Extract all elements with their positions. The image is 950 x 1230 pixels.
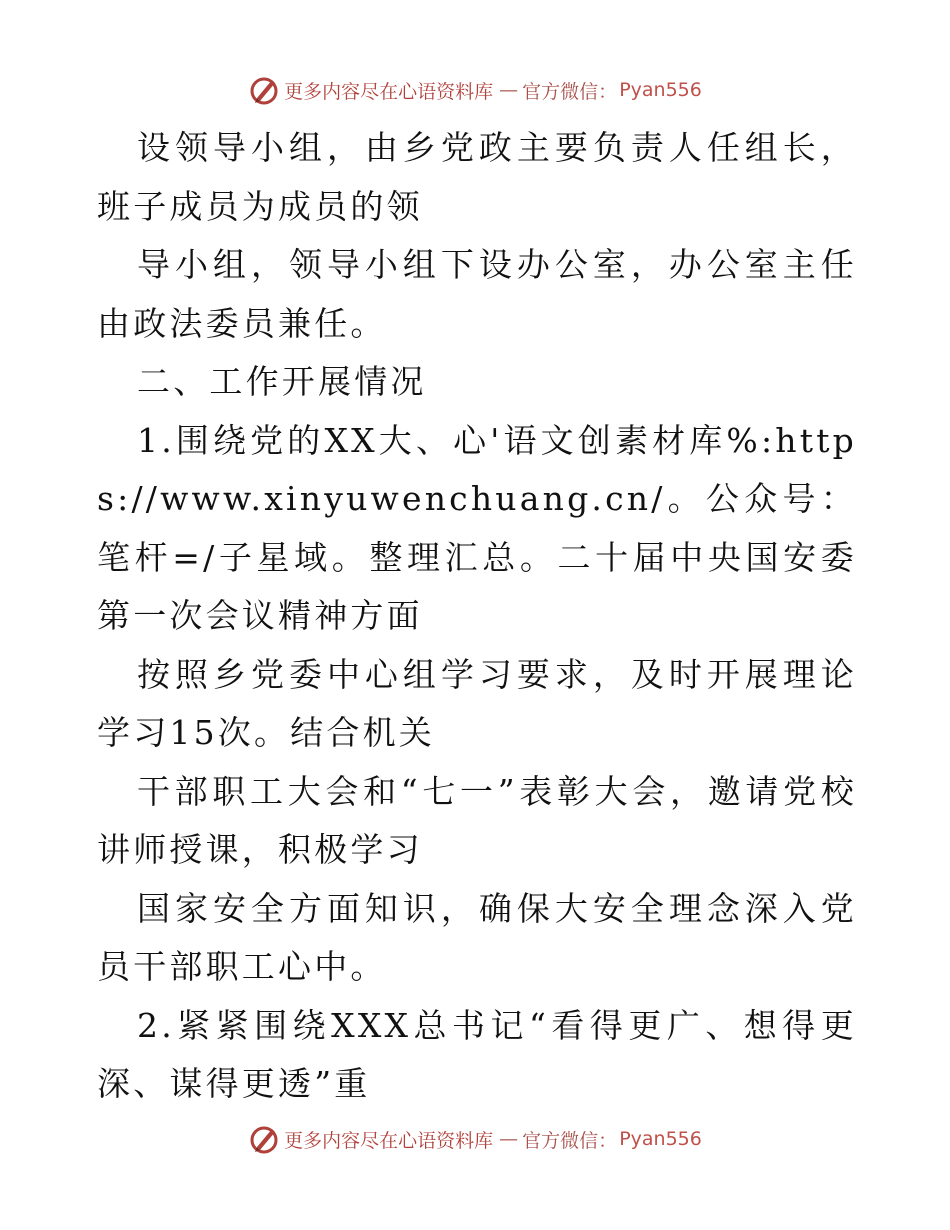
pen-seal-icon	[248, 74, 280, 106]
paragraph: 2.紧紧围绕XXX总书记“看得更广、想得更深、谋得更透”重	[97, 1005, 857, 1103]
paragraph: 干部职工大会和“七一”表彰大会，邀请党校讲师授课，积极学习	[97, 771, 857, 869]
watermark-official-label: 官方微信：	[522, 1129, 618, 1152]
watermark-official-label: 官方微信：	[522, 80, 618, 103]
watermark-wechat-id: Pyan556	[619, 1128, 702, 1150]
section-heading: 二、工作开展情况	[137, 362, 427, 401]
paragraph: 按照乡党委中心组学习要求，及时开展理论学习15次。结合机关	[97, 654, 857, 752]
watermark-separator: —	[499, 79, 519, 101]
header-watermark	[0, 70, 950, 110]
document-body	[97, 119, 857, 1114]
watermark-brand-text: 更多内容尽在心语资料库	[284, 1129, 494, 1152]
watermark-brand-text: 更多内容尽在心语资料库	[284, 80, 494, 103]
paragraph: 国家安全方面知识，确保大安全理念深入党员干部职工心中。	[97, 888, 857, 986]
paragraph: 1.围绕党的XX大、心'语文创素材库%:https://www.xinyuwenchuang.cn/。公众号：笔杆=/子星域。整理汇总。二十届中央国安委第一次会议精神方面	[97, 420, 857, 635]
paragraph: 设领导小组，由乡党政主要负责人任组长，班子成员为成员的领	[97, 128, 857, 226]
watermark-wechat-id: Pyan556	[619, 79, 702, 101]
watermark-separator: —	[499, 1128, 519, 1150]
paragraph: 导小组，领导小组下设办公室，办公室主任由政法委员兼任。	[97, 245, 857, 343]
pen-seal-icon	[248, 1123, 280, 1155]
footer-watermark	[0, 1119, 950, 1159]
